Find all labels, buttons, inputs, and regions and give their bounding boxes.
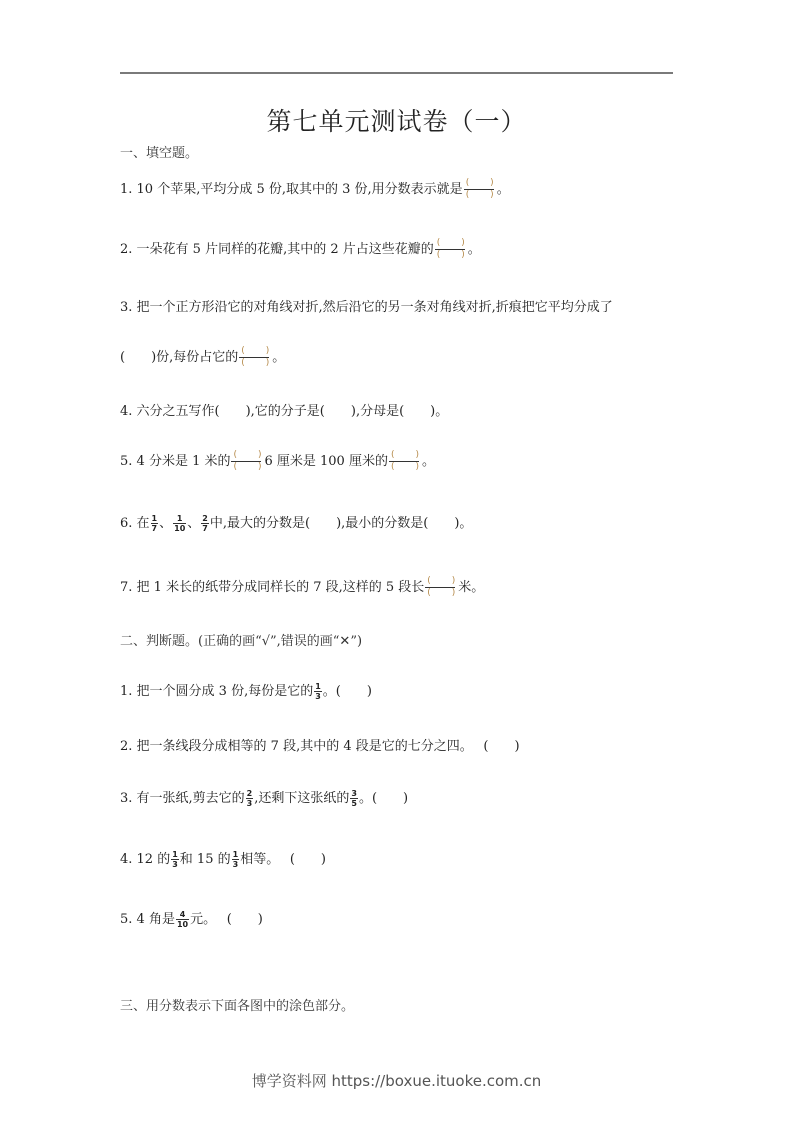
fill-q1: 1. 10 个苹果,平均分成 5 份,取其中的 3 份,用分数表示就是 ( ) ( ) 。 [120, 177, 510, 200]
fill-q3a: 3. 把一个正方形沿它的对角线对折,然后沿它的另一条对角线对折,折痕把它平均分成了 [120, 300, 613, 315]
fill-q5: 5. 4 分米是 1 米的 ( ) ( ) 6 厘米是 100 厘米的 ( ) ( ) 。 [120, 449, 435, 472]
judge-q4: 4. 12 的 $\frac{1}{3}$ 和 15 的 $\frac{1}{3}$ 相等。 ( ) [120, 850, 326, 869]
fraction-blank[interactable]: ( ) ( ) [436, 237, 465, 260]
section-judge-heading: 二、判断题。(正确的画“√”,错误的画“✕”) [120, 634, 363, 649]
fill-q6: 6. 在 $\frac{1}{7}$ 、 $\frac{1}{10}$ 、 $\frac{2}{7}$ 中,最大的分数是( ),最小的分数是( )。 [120, 514, 473, 533]
section-shade-heading: 三、用分数表示下面各图中的涂色部分。 [120, 999, 355, 1014]
judge-q1: 1. 把一个圆分成 3 份,每份是它的 $\frac{1}{3}$ 。( ) [120, 682, 372, 701]
fraction: $\frac{2}{3}$ [246, 789, 253, 808]
fraction: $\frac{4}{10}$ [176, 910, 189, 929]
header-rule [120, 72, 673, 74]
fill-q2: 2. 一朵花有 5 片同样的花瓣,其中的 2 片占这些花瓣的 ( ) ( ) 。 [120, 237, 481, 260]
fraction: $\frac{2}{7}$ [202, 514, 208, 533]
fraction-blank[interactable]: ( ) ( ) [390, 449, 419, 472]
judge-q2: 2. 把一条线段分成相等的 7 段,其中的 4 段是它的七分之四。 ( ) [120, 739, 520, 754]
fraction: $\frac{1}{3}$ [172, 850, 178, 869]
fraction: $\frac{1}{10}$ [174, 514, 186, 533]
fraction-blank[interactable]: ( ) ( ) [465, 177, 494, 200]
fraction: $\frac{1}{3}$ [315, 682, 321, 701]
fraction: $\frac{1}{3}$ [232, 850, 239, 869]
fraction: $\frac{1}{7}$ [151, 514, 158, 533]
fill-q4: 4. 六分之五写作( ),它的分子是( ),分母是( )。 [120, 404, 449, 419]
judge-q5: 5. 4 角是 $\frac{4}{10}$ 元。 ( ) [120, 910, 263, 929]
fill-q7: 7. 把 1 米长的纸带分成同样长的 7 段,这样的 5 段长 ( ) ( ) 米。 [120, 575, 485, 598]
watermark-footer: 博学资料网 https://boxue.ituoke.com.cn [251, 1072, 542, 1090]
section-fill-heading: 一、填空题。 [120, 146, 199, 161]
page-title: 第七单元测试卷（一） [266, 107, 527, 136]
fraction-blank[interactable]: ( ) ( ) [241, 345, 270, 368]
fraction-blank[interactable]: ( ) ( ) [233, 449, 262, 472]
fraction: $\frac{3}{5}$ [351, 789, 357, 808]
fraction-blank[interactable]: ( ) ( ) [427, 575, 456, 598]
fill-q3b: ( )份,每份占它的 ( ) ( ) 。 [120, 345, 286, 368]
judge-q3: 3. 有一张纸,剪去它的 $\frac{2}{3}$ ,还剩下这张纸的 $\frac{3}{5}$ 。( ) [120, 789, 409, 808]
